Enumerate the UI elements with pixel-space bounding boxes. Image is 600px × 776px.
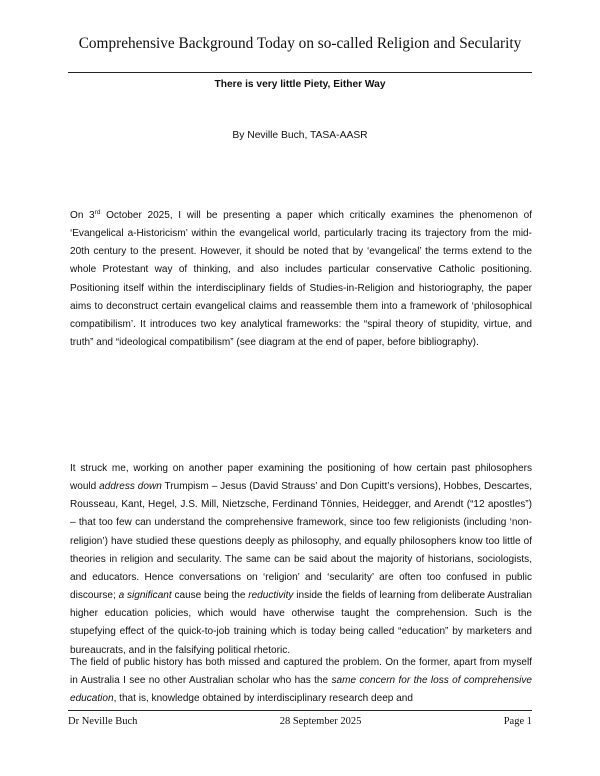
emphasis-text: address down (99, 481, 162, 493)
paragraph-text: cause being the (171, 590, 249, 602)
footer-page-number: Page 1 (503, 716, 532, 727)
document-subtitle: There is very little Piety, Either Way (214, 79, 386, 90)
emphasis-text: same concern for the loss of comprehensive education (70, 675, 532, 705)
body-paragraph-1 (70, 207, 532, 352)
body-paragraph-2 (70, 460, 532, 660)
date-superscript: rd (94, 209, 101, 216)
emphasis-text: a significant (118, 590, 172, 602)
paragraph-text: Trumpism – Jesus (David Strauss’ and Don Cupitt’s versions), Hobbes, Descartes, Rousseau, Kant, Hegel, J.S. Mill, Nietzsche, Ferdinand Tönnies, Heidegger, and Arendt (“12 apostles”) – that too few can understand the comprehensive framework, since too few religionists (including ‘non-religion’) have studied these questions deeply as philosophy, and equally philosophers know too little of theories in religion and secularity. The same can be said about the majority of historians, sociologists, and educators. Hence conversations on ‘religion’ and ‘secularity’ are often too confused in public discourse; (70, 481, 532, 602)
document-title: Comprehensive Background Today on so-called Religion and Secularity (78, 35, 522, 52)
footer-divider (68, 710, 532, 711)
title-divider (68, 72, 532, 73)
paragraph-text: On 3 (70, 210, 95, 221)
page-footer (68, 715, 532, 728)
footer-date: 28 September 2025 (279, 716, 362, 727)
paragraph-text: The field of public history has both missed and captured the problem. On the former, apart from myself in Australia I see no other Australian scholar who has the (70, 657, 532, 687)
footer-author: Dr Neville Buch (68, 716, 138, 727)
body-paragraph-3 (70, 654, 532, 708)
paragraph-text: October 2025, I will be presenting a paper which critically examines the phenomenon of ‘Evangelical a-Historicism’ within the evangelical world, particularly tracing its trajectory from the mid-20th century to the present. However, it should be noted that by ‘evangelical’ the terms extend to the whole Protestant way of thinking, and also includes particular conservative Catholic positioning. Positioning itself within the interdisciplinary fields of Studies-in-Religion and historiography, the paper aims to deconstruct certain evangelical claims and reassemble them into a framework of ‘philosophical compatibilism’. It introduces two key analytical frameworks: the “spiral theory of stupidity, virtue, and truth” and “ideological compatibilism” (see diagram at the end of paper, before bibliography). (70, 210, 532, 349)
emphasis-text: reductivity (248, 590, 294, 602)
paragraph-text: inside the fields of learning from deliberate Australian higher education policies, which would have otherwise taught the comprehension. Such is the stupefying effect of the quick-to-job training which is today being called “education” by marketers and bureaucrats, and in the falsifying political rhetoric. (70, 590, 532, 656)
paragraph-text: , that is, knowledge obtained by interdisciplinary research deep and (113, 693, 413, 705)
author-byline: By Neville Buch, TASA-AASR (232, 130, 368, 141)
paragraph-text: It struck me, working on another paper examining the positioning of how certain past philosophers would (70, 463, 532, 493)
